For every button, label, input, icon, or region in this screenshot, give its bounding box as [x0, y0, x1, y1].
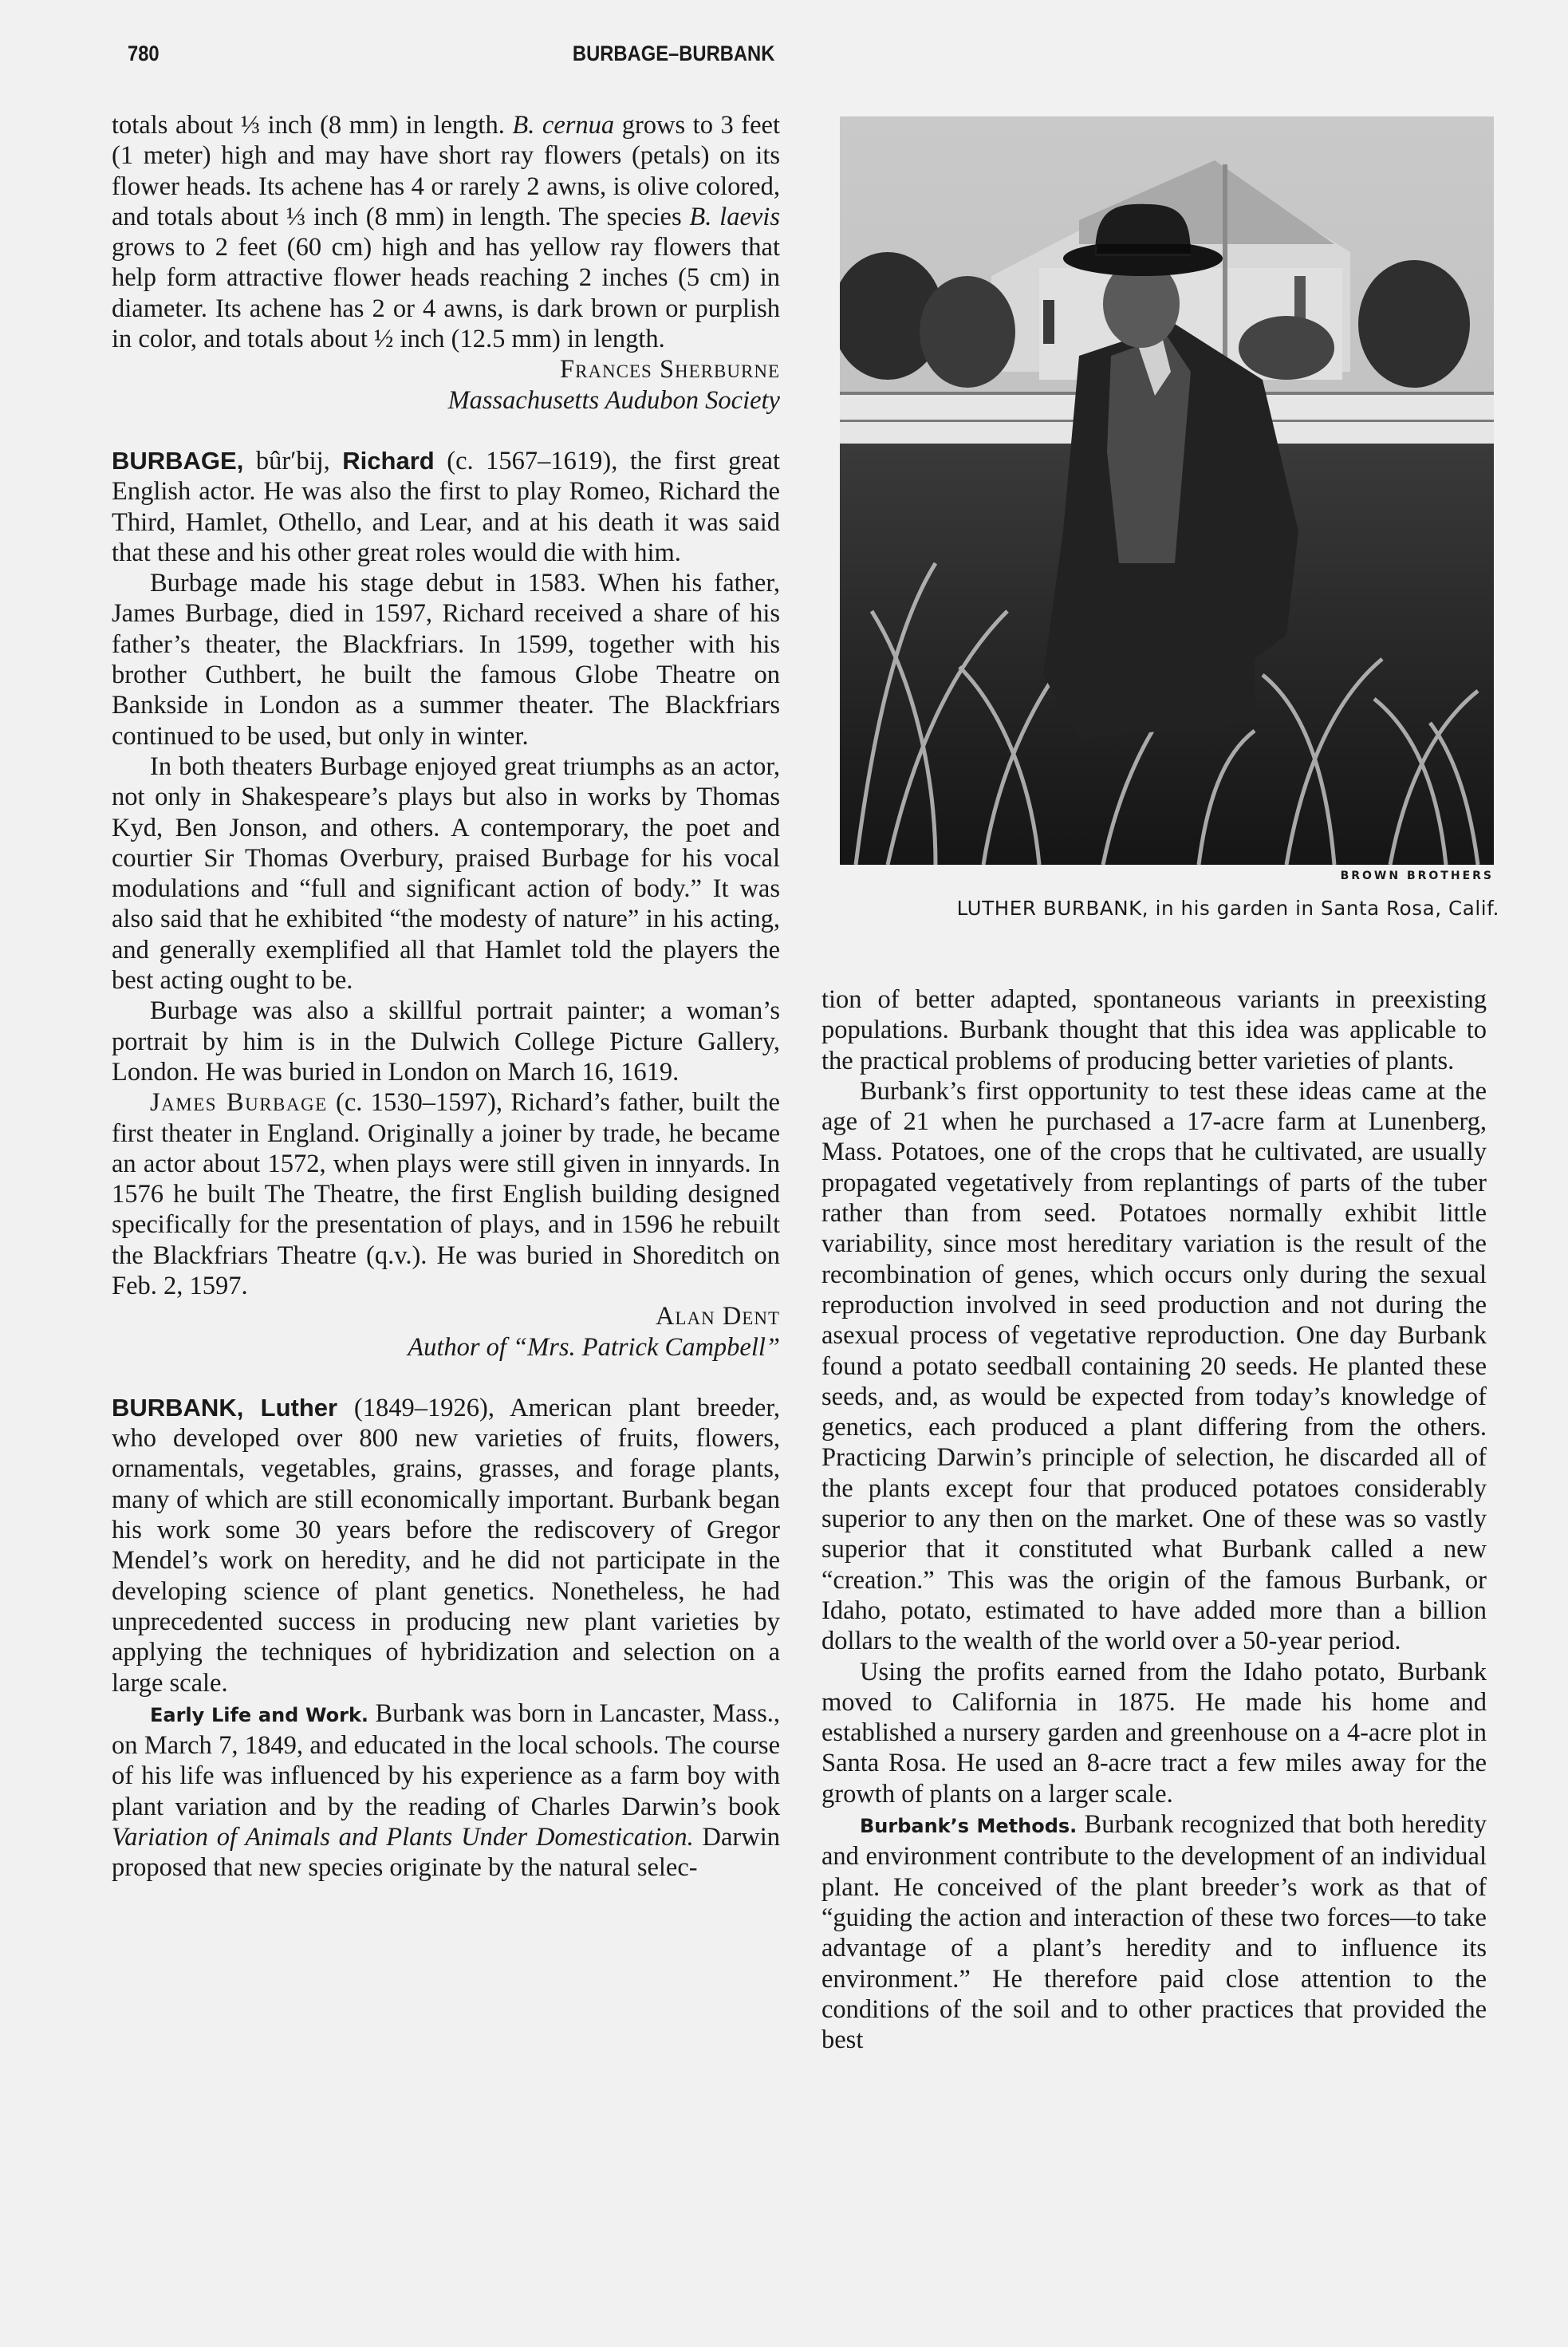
body-paragraph: tion of better adapted, spontaneous variants in preexisting populations. Burbank thought that this idea was applicable to the practical problems of producing better varieties of plants.	[821, 985, 1487, 1075]
entry-headword: BURBANK,	[112, 1393, 244, 1422]
photo-caption: LUTHER BURBANK, in his garden in Santa Rosa, Calif.	[956, 897, 1499, 920]
entry-given-name: Luther	[243, 1393, 338, 1422]
burbank-entry-intro: BURBANK, Luther (1849–1926), American plant breeder, who developed over 800 new varieties of fruits, flowers, ornamentals, vegetables, grains, grasses, and forage plants, many of which are still economically important. Burbank began his work some 30 years before the rediscovery of Gregor Mendel’s work on heredity, and he did not participate in the developing science of plant genetics. Nonetheless, he had unprecedented success in producing new plant varieties by applying the techniques of hybridization and selection on a large scale.	[112, 1393, 780, 1698]
book-title: Variation of Animals and Plants Under Domestication.	[112, 1823, 694, 1852]
author-affiliation: Massachusetts Audubon Society	[447, 385, 780, 415]
early-life-paragraph: Early Life and Work. Burbank was born in Lancaster, Mass., on March 7, 1849, and educated in the local schools. The course of his life was influenced by his experience as a farm boy with plant variation and by the reading of Charles Darwin’s book Variation of Animals and Plants Under Domestication. Darwin proposed that new species originate by the natural selec-	[112, 1698, 780, 1883]
body-paragraph: Burbank’s first opportunity to test these ideas came at the age of 21 when he purchased a 17-acre farm at Lunenberg, Mass. Potatoes, one of the crops that he cultivated, are usually propagated vegetatively from replantings of parts of the tuber rather than from seed. Potatoes normally exhibit little variability, since most hereditary variation is the result of the recombination of genes, which occurs only during the sexual reproduction involved in seed production and not during the asexual process of vegetative reproduction. One day Burbank found a potato seedball containing 20 seeds. He planted these seeds, and, as would be expected from today’s knowledge of genetics, each produced a plant differing from the others. Practicing Darwin’s principle of selection, he discarded all of the plants except four that produced potatoes considerably superior to any then on the market. One of these was so vastly superior that it constituted what Burbank called a new “creation.” This was the origin of the famous Burbank, or Idaho, potato, estimated to have added more than a billion dollars to the wealth of the world over a 50-year period.	[821, 1076, 1487, 1656]
pronunciation: bûr′bij,	[243, 446, 343, 475]
species-name: B. laevis	[689, 202, 780, 231]
author-affiliation: Author of “Mrs. Patrick Campbell”	[408, 1332, 780, 1362]
photo-credit: BROWN BROTHERS	[1340, 870, 1494, 882]
burbage-entry-intro: BURBAGE, bûr′bij, Richard (c. 1567–1619), the first great English actor. He was also the first to play Romeo, Richard the Third, Hamlet, Othello, and Lear, and at his death it was said that these and his other great roles would die with him.	[112, 446, 780, 567]
section-subheading: Burbank’s Methods.	[860, 1815, 1078, 1838]
author-name: Alan Dent	[655, 1302, 780, 1331]
garden-photo-illustration	[840, 116, 1494, 865]
right-column	[821, 984, 1487, 2055]
body-paragraph: Burbage made his stage debut in 1583. When his father, James Burbage, died in 1597, Richard received a share of his father’s theater, the Blackfriars. In 1599, together with his brother Cuthbert, he built the famous Globe Theatre on Bankside in London as a summer theater. The Blackfriars continued to be used, but only in winter.	[112, 569, 780, 751]
author-name: Frances Sherburne	[560, 355, 780, 385]
luther-burbank-photo	[840, 116, 1494, 865]
section-subheading: Early Life and Work.	[150, 1703, 369, 1726]
left-column	[112, 110, 780, 1884]
species-name: B. cernua	[512, 111, 615, 140]
bidens-continuation-paragraph: totals about ⅓ inch (8 mm) in length. B. cernua grows to 3 feet (1 meter) high and may have short ray flowers (petals) on its flower heads. Its achene has 4 or rarely 2 awns, is olive colored, and totals about ⅓ inch (8 mm) in length. The species B. laevis grows to 2 feet (60 cm) high and has yellow ray flowers that help form attractive flower heads reaching 2 inches (5 cm) in diameter. Its achene has 2 or 4 awns, is dark brown or purplish in color, and totals about ½ inch (12.5 mm) in length.	[112, 111, 780, 354]
body-paragraph: Using the profits earned from the Idaho potato, Burbank moved to California in 1875. He made his home and established a nursery garden and greenhouse on a 4-acre plot in Santa Rosa. He used an 8-acre tract a few miles away for the growth of plants on a larger scale.	[821, 1657, 1487, 1809]
entry-given-name: Richard	[342, 446, 435, 475]
page-number: 780	[128, 41, 160, 65]
james-burbage-subentry: James Burbage (c. 1530–1597), Richard’s father, built the first theater in England. Originally a joiner by trade, he became an actor about 1572, when plays were still given in innyards. In 1576 he built The Theatre, the first English building designed specifically for the presentation of plays, and in 1596 he rebuilt the Blackfriars Theatre (q.v.). He was buried in Shoreditch on Feb. 2, 1597.	[112, 1088, 780, 1300]
entry-headword: BURBAGE,	[112, 446, 244, 475]
subentry-name: James Burbage	[150, 1088, 328, 1118]
body-paragraph: Burbage was also a skillful portrait painter; a woman’s portrait by him is in the Dulwich College Picture Gallery, London. He was buried in London on March 16, 1619.	[112, 996, 780, 1087]
methods-paragraph: Burbank’s Methods. Burbank recognized that both heredity and environment contribute to the development of an individual plant. He conceived of the plant breeder’s work as that of “guiding the action and interaction of these two forces—to take advantage of a plant’s heredity and to influence its environment.” He therefore paid close attention to the conditions of the soil and to other practices that provided the best	[821, 1810, 1487, 2055]
running-title: BURBAGE–BURBANK	[572, 41, 775, 65]
body-paragraph: In both theaters Burbage enjoyed great triumphs as an actor, not only in Shakespeare’s plays but also in works by Thomas Kyd, Ben Jonson, and others. A contemporary, the poet and courtier Sir Thomas Overbury, praised Burbage for his vocal modulations and “full and significant action of body.” It was also said that he exhibited “the modesty of nature” in his acting, and generally exemplified all that Hamlet told the players the best acting ought to be.	[112, 751, 780, 996]
running-head	[128, 41, 850, 73]
author-signature	[112, 1301, 780, 1363]
author-signature	[112, 354, 780, 416]
